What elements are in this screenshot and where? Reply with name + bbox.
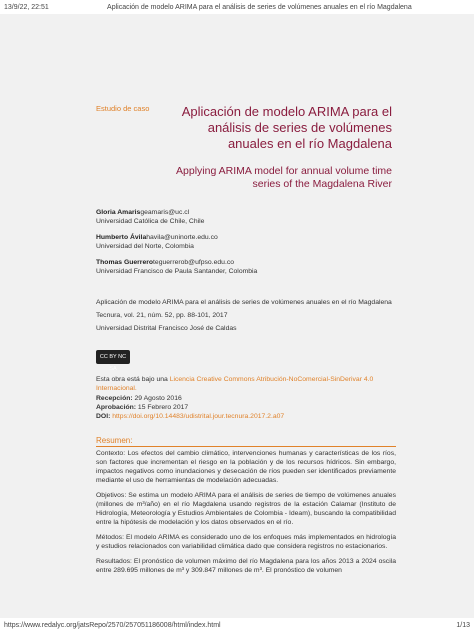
author-affiliation: Universidad Francisco de Paula Santander, Colombia bbox=[96, 268, 258, 275]
abstract-objectives: Objetivos: Se estima un modelo ARIMA para el análisis de series de tiempo de volúmenes anuales (millones de m³/año) en el río Magdalena usando registros de la estación Calamar (Instituto de Hidrología, Meteorología y Estudios Ambientales de Colombia - Ideam), buscando la compatibilidad entre la hipótesis de modelación y los datos observados en el río. bbox=[96, 492, 396, 526]
article-title-en: Applying ARIMA model for annual volume time series of the Magdalena River bbox=[176, 165, 392, 190]
section-tag: Estudio de caso bbox=[96, 104, 150, 113]
cc-license-icon[interactable]: CC BY NC SA bbox=[96, 350, 130, 364]
print-url: https://www.redalyc.org/jatsRepo/2570/257051186008/html/index.html bbox=[4, 621, 221, 629]
author-entry bbox=[96, 233, 396, 251]
abstract-heading: Resumen: bbox=[96, 436, 133, 445]
author-email[interactable]: teguerrerob@ufpso.edu.co bbox=[153, 259, 235, 266]
author-affiliation: Universidad del Norte, Colombia bbox=[96, 243, 194, 250]
print-page-number: 1/13 bbox=[456, 621, 470, 629]
doi-label: DOI: bbox=[96, 413, 111, 420]
author-list bbox=[96, 208, 396, 283]
received-date: 29 Agosto 2016 bbox=[132, 395, 182, 402]
license-block bbox=[96, 350, 396, 393]
author-name: Humberto Ávila bbox=[96, 234, 147, 241]
print-timestamp: 13/9/22, 22:51 bbox=[4, 3, 49, 11]
author-entry bbox=[96, 258, 396, 276]
browser-print-footer bbox=[0, 618, 474, 632]
license-link[interactable]: Licencia Creative Commons Atribución-NoComercial-SinDerivar 4.0 Internacional. bbox=[96, 376, 374, 392]
abstract-context: Contexto: Los efectos del cambio climático, intervenciones humanas y características de los ríos, son factores que incrementan el riesgo en la población y de los recursos hídricos. Sin embargo, impactos negativos como inundaciones y desecación de ríos pueden ser identificados previamente mediante el uso de herramientas de modelación adecuadas. bbox=[96, 450, 396, 484]
author-email[interactable]: havila@uninorte.edu.co bbox=[146, 234, 218, 241]
abstract-results: Resultados: El pronóstico de volumen máximo del río Magdalena para los años 2013 a 2024 oscila entre 289.695 millones de m³ y 309.847 millones de m³. El pronóstico de volumen bbox=[96, 558, 396, 574]
print-doc-title: Aplicación de modelo ARIMA para el análisis de series de volúmenes anuales en el río Magdalena bbox=[107, 3, 412, 11]
license-prefix: Esta obra está bajo una bbox=[96, 376, 170, 383]
publisher: Universidad Distrital Francisco José de Caldas bbox=[96, 325, 237, 332]
abstract bbox=[96, 436, 396, 575]
citation-block bbox=[96, 298, 396, 333]
article-title-es: Aplicación de modelo ARIMA para el análisis de series de volúmenes anuales en el río Magdalena bbox=[181, 104, 392, 151]
abstract-methods: Métodos: El modelo ARIMA es considerado uno de los enfoques más implementados en hidrología y estudios relacionados con variabilidad climática dado que considera registros no estacionarios. bbox=[96, 534, 396, 550]
author-email[interactable]: geamaris@uc.cl bbox=[140, 209, 190, 216]
approved-label: Aprobación: bbox=[96, 404, 137, 411]
journal-citation: Tecnura, vol. 21, núm. 52, pp. 88-101, 2017 bbox=[96, 312, 228, 319]
received-label: Recepción: bbox=[96, 395, 133, 402]
heading-rule bbox=[96, 446, 396, 447]
author-name: Gloria Amaris bbox=[96, 209, 141, 216]
author-name: Thomas Guerrero bbox=[96, 259, 154, 266]
doi-link[interactable]: https://doi.org/10.14483/udistrital.jour.tecnura.2017.2.a07 bbox=[110, 413, 285, 420]
reference-title: Aplicación de modelo ARIMA para el análisis de series de volúmenes anuales en el río Magdalena bbox=[96, 299, 392, 306]
approved-date: 15 Febrero 2017 bbox=[136, 404, 189, 411]
author-entry bbox=[96, 208, 396, 226]
browser-print-header bbox=[0, 0, 474, 14]
author-affiliation: Universidad Católica de Chile, Chile bbox=[96, 218, 205, 225]
dates-block bbox=[96, 394, 396, 421]
